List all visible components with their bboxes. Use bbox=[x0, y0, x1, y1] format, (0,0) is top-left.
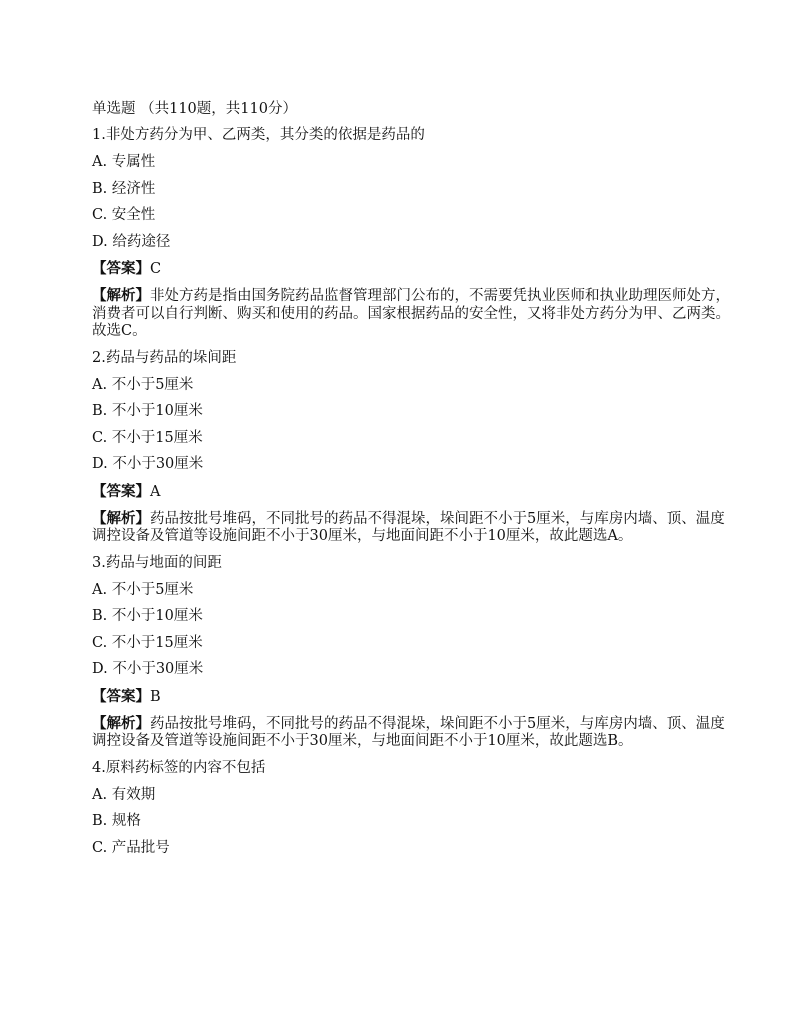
analysis-paragraph bbox=[92, 506, 732, 550]
analysis-label: 【解析】 bbox=[92, 287, 150, 304]
answer-line bbox=[92, 255, 732, 283]
answer-value: C bbox=[150, 261, 162, 277]
question-stem: 4.原料药标签的内容不包括 bbox=[92, 759, 266, 776]
question-block-4 bbox=[92, 755, 732, 862]
analysis-label: 【解析】 bbox=[92, 714, 150, 732]
option-c: C. 安全性 bbox=[92, 207, 156, 223]
question-block-3 bbox=[92, 550, 732, 755]
option-a: A. 专属性 bbox=[92, 154, 156, 170]
option-d: D. 不小于30厘米 bbox=[92, 456, 204, 472]
question-block-2 bbox=[92, 345, 732, 550]
analysis-paragraph bbox=[92, 711, 732, 755]
question-block-1 bbox=[92, 122, 732, 345]
answer-label: 【答案】 bbox=[92, 687, 150, 705]
option-c: C. 产品批号 bbox=[92, 839, 170, 856]
option-b: B. 不小于10厘米 bbox=[92, 608, 203, 624]
analysis-label: 【解析】 bbox=[92, 509, 150, 527]
option-a: A. 不小于5厘米 bbox=[92, 376, 194, 393]
section-heading: 单选题 （共110题，共110分） bbox=[92, 101, 297, 117]
option-a: A. 有效期 bbox=[92, 786, 156, 803]
answer-value: B bbox=[150, 688, 161, 705]
answer-label: 【答案】 bbox=[92, 260, 150, 277]
option-c: C. 不小于15厘米 bbox=[92, 429, 203, 446]
answer-value: A bbox=[150, 483, 161, 500]
option-b: B. 规格 bbox=[92, 813, 141, 829]
question-stem: 2.药品与药品的垛间距 bbox=[92, 349, 237, 366]
analysis-text: 非处方药是指由国务院药品监督管理部门公布的，不需要凭执业医师和执业助理医师处方，消费者可以自行判断、购买和使用的药品。国家根据药品的安全性，又将非处方药分为甲、乙两类。故选C。 bbox=[92, 288, 730, 339]
answer-line bbox=[92, 683, 732, 711]
document-page bbox=[92, 96, 732, 861]
answer-line bbox=[92, 478, 732, 506]
question-stem: 1.非处方药分为甲、乙两类，其分类的依据是药品的 bbox=[92, 127, 425, 143]
option-d: D. 给药途径 bbox=[92, 233, 171, 250]
analysis-text: 药品按批号堆码，不同批号的药品不得混垛，垛间距不小于5厘米，与库房内墙、顶、温度调控设备及管道等设施间距不小于30厘米，与地面间距不小于10厘米，故此题选B。 bbox=[92, 715, 725, 749]
analysis-paragraph bbox=[92, 283, 732, 345]
option-d: D. 不小于30厘米 bbox=[92, 661, 204, 677]
option-b: B. 经济性 bbox=[92, 180, 156, 197]
option-a: A. 不小于5厘米 bbox=[92, 581, 194, 598]
option-c: C. 不小于15厘米 bbox=[92, 634, 203, 651]
question-stem: 3.药品与地面的间距 bbox=[92, 554, 222, 571]
analysis-text: 药品按批号堆码，不同批号的药品不得混垛，垛间距不小于5厘米，与库房内墙、顶、温度调控设备及管道等设施间距不小于30厘米，与地面间距不小于10厘米，故此题选A。 bbox=[92, 510, 725, 544]
answer-label: 【答案】 bbox=[92, 482, 150, 500]
option-b: B. 不小于10厘米 bbox=[92, 403, 203, 419]
